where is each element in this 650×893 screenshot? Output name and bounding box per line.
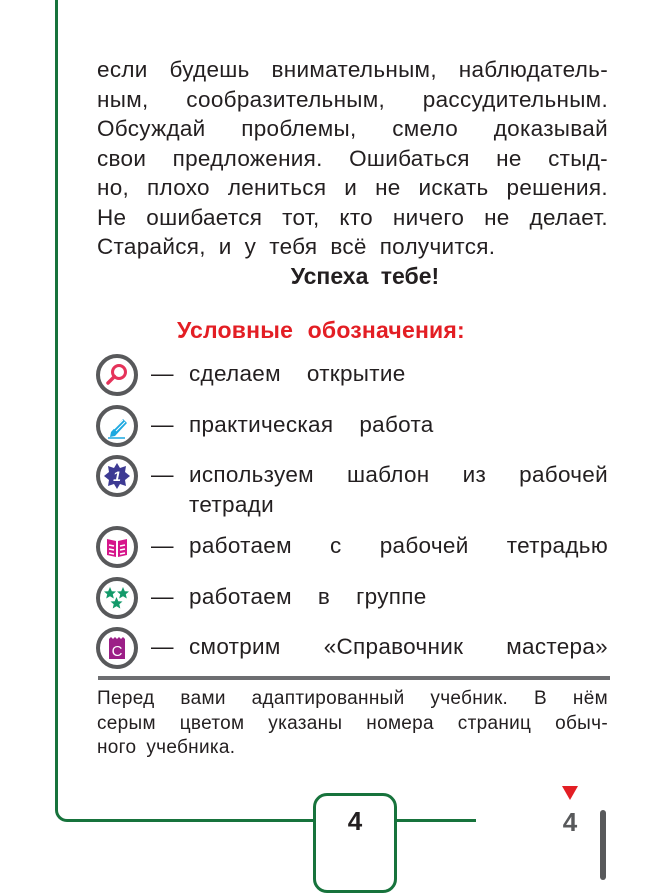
word: открытие [306, 361, 406, 386]
workbook-icon [96, 526, 138, 568]
legend-dash: — [151, 412, 174, 437]
word: В [534, 688, 548, 709]
section-divider [98, 676, 610, 680]
page-frame-bottom-right [396, 819, 476, 822]
legend-item-group [96, 577, 608, 619]
word: ным, [97, 86, 149, 112]
word: смело [392, 116, 459, 141]
note-line [97, 736, 608, 761]
legend-text [189, 582, 608, 612]
word: плохо [147, 175, 210, 200]
intro-paragraph [97, 55, 608, 262]
word: цветом [179, 712, 245, 734]
word: Обсуждай [97, 116, 206, 141]
page-edge-bar [600, 810, 606, 880]
legend-text [189, 632, 608, 662]
note-line [97, 687, 608, 712]
word: не [496, 145, 522, 171]
word: с [330, 533, 342, 558]
original-page-number: 4 [562, 807, 578, 837]
intro-line [97, 232, 608, 262]
word: тетрадью [506, 533, 608, 558]
word: предложения. [172, 145, 323, 171]
word: ничего [392, 204, 465, 230]
legend-text [189, 359, 608, 389]
page-number: 4 [347, 806, 363, 836]
word: мастера» [506, 634, 608, 659]
legend-dash: — [151, 462, 174, 487]
word: решения. [506, 175, 608, 200]
legend-text [189, 531, 608, 561]
svg-text:1: 1 [113, 468, 121, 484]
group-stars-icon [96, 577, 138, 619]
legend-dash: — [151, 634, 174, 659]
word: лениться [227, 175, 327, 200]
word: вами [180, 688, 226, 709]
word: учебника. [146, 737, 236, 758]
word: доказывай [493, 116, 608, 141]
legend-dash: — [151, 361, 174, 386]
word: Не [97, 204, 127, 230]
word: тот, [282, 204, 320, 230]
closing-wish: Успеха тебе! [290, 263, 440, 289]
word: сделаем [189, 361, 281, 386]
intro-line [97, 203, 608, 233]
word: сообразительным, [186, 86, 386, 112]
word: Старайся, [97, 234, 206, 259]
intro-line [97, 55, 608, 85]
legend-dash: — [151, 584, 174, 609]
word: группе [356, 584, 427, 609]
word: наблюдатель- [458, 57, 608, 82]
word: получится. [379, 234, 496, 259]
word: нём [572, 688, 608, 709]
intro-line [97, 144, 608, 174]
word: Ошибаться [349, 145, 470, 171]
word: используем [189, 462, 314, 487]
intro-line [97, 173, 608, 203]
word: учебник. [430, 688, 509, 709]
pencil-icon [96, 405, 138, 447]
legend-text [189, 410, 608, 440]
word: из [462, 462, 487, 487]
word: номера [366, 712, 434, 734]
word: рассудительным. [422, 86, 608, 112]
word: делает. [529, 204, 608, 230]
legend-item-workbook [96, 526, 608, 568]
word: работаем [189, 533, 292, 558]
legend-item-discovery [96, 354, 608, 396]
word: рабочей [519, 462, 608, 487]
word: всё [330, 234, 367, 259]
word: не [375, 175, 401, 200]
word: обыч- [555, 712, 608, 734]
word: если [97, 57, 148, 82]
word: в [317, 584, 331, 609]
legend-item-reference [96, 627, 608, 669]
word: тебя [269, 234, 318, 259]
word: кто [339, 204, 373, 230]
word: смотрим [189, 634, 281, 659]
intro-line [97, 114, 608, 144]
magnifier-icon [96, 354, 138, 396]
word: не [484, 204, 510, 230]
word: рабочей [379, 533, 469, 558]
word: практическая [189, 412, 334, 437]
word: серым [97, 712, 156, 734]
word: ного [97, 737, 137, 758]
original-page-marker-icon [562, 786, 578, 800]
intro-line [97, 85, 608, 115]
word: указаны [268, 712, 343, 734]
word: у [244, 234, 257, 259]
word: но, [97, 175, 130, 200]
word: внимательным, [271, 57, 437, 82]
page-frame-left [55, 0, 75, 822]
svg-text:С: С [111, 643, 123, 660]
word: свои [97, 145, 147, 171]
note-line [97, 712, 608, 737]
word: страниц [457, 712, 532, 734]
word: Перед [97, 688, 155, 709]
word: тетради [189, 491, 274, 517]
template-badge-icon [96, 455, 138, 497]
legend-dash: — [151, 533, 174, 558]
word: и [344, 175, 358, 200]
legend-text [189, 460, 608, 519]
page-frame-bottom-left [74, 819, 315, 822]
word: будешь [169, 57, 250, 82]
word: работаем [189, 584, 292, 609]
word: адаптированный [251, 688, 405, 709]
legend-item-practical [96, 405, 608, 447]
word: работа [359, 412, 434, 437]
legend-title: Условные обозначения: [177, 317, 465, 343]
legend-item-template [96, 455, 608, 519]
word: «Справочник [323, 634, 464, 659]
reference-book-icon [96, 627, 138, 669]
word: проблемы, [241, 116, 357, 141]
word: искать [418, 175, 489, 200]
adapted-textbook-note [97, 687, 608, 761]
word: шаблон [346, 462, 430, 487]
word: и [218, 234, 232, 259]
word: ошибается [146, 204, 263, 230]
word: стыд- [548, 145, 608, 171]
